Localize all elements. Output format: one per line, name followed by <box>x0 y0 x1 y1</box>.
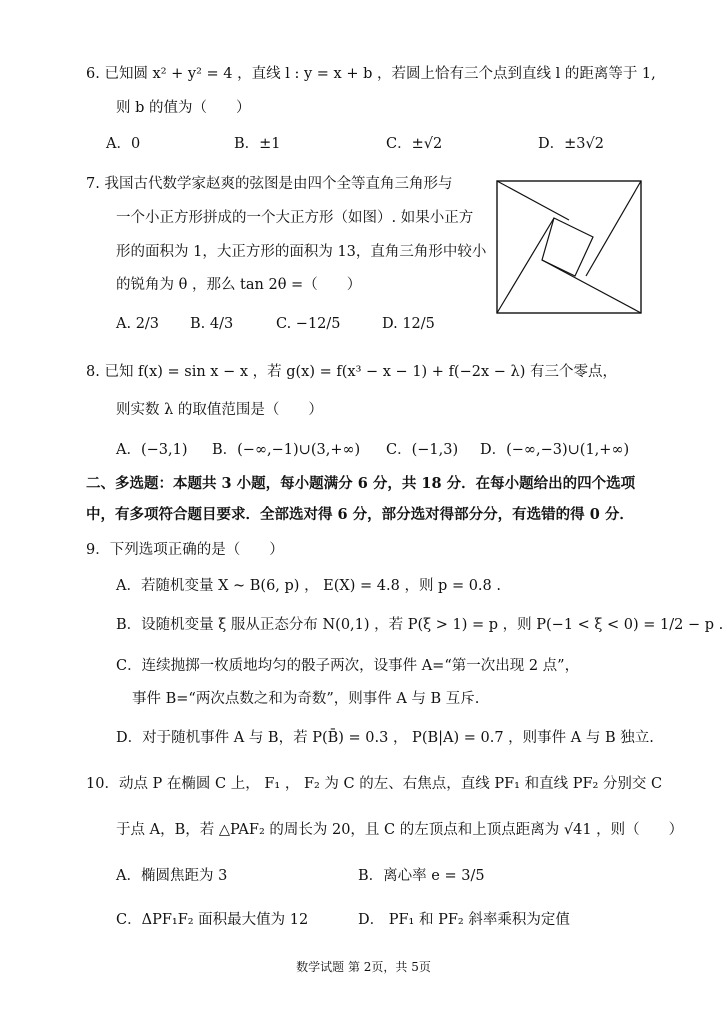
q9-option-b: B．设随机变量 ξ 服从正态分布 N(0,1) ，若 P(ξ > 1) = p ，则 P(−1 < ξ < 0) = 1/2 − p . <box>116 617 724 633</box>
q8-option-c: C．(−1,3) <box>386 442 459 458</box>
q7-option-d: D. 12/5 <box>382 316 435 332</box>
triangle-edge-2 <box>586 181 641 276</box>
q6-line2: 则 b 的值为（ ） <box>116 100 251 116</box>
q8-option-b: B．(−∞,−1)∪(3,+∞) <box>212 442 361 458</box>
q9-option-d: D．对于随机事件 A 与 B，若 P(B̄) = 0.3 ， P(B|A) = 0.7 ，则事件 A 与 B 独立. <box>116 730 654 746</box>
q8-option-d: D．(−∞,−3)∪(1,+∞) <box>480 442 630 458</box>
zhao-shuang-diagram <box>496 180 642 314</box>
q6-option-a: A．0 <box>106 136 141 152</box>
page-footer: 数学试题 第 2页，共 5页 <box>296 960 431 974</box>
q7-line3: 形的面积为 1，大正方形的面积为 13，直角三角形中较小 <box>116 244 487 260</box>
q9-option-c-line1: C．连续抛掷一枚质地均匀的骰子两次，设事件 A=“第一次出现 2 点”， <box>116 658 580 674</box>
q9-option-c-line2: 事件 B=“两次点数之和为奇数”，则事件 A 与 B 互斥. <box>132 691 480 707</box>
q8-line1: 8. 已知 f(x) = sin x − x ，若 g(x) = f(x³ − x − 1) + f(−2x − λ) 有三个零点， <box>86 364 617 380</box>
q7-line2: 一个小正方形拼成的一个大正方形（如图）. 如果小正方 <box>116 210 474 226</box>
q10-line2: 于点 A，B，若 △PAF₂ 的周长为 20，且 C 的左顶点和上顶点距离为 √41 ，则（ ） <box>116 822 684 838</box>
q7-option-a: A. 2/3 <box>116 316 160 332</box>
section2-heading-line1: 二、多选题：本题共 3 小题，每小题满分 6 分，共 18 分．在每小题给出的四个选项 <box>86 475 636 492</box>
q10-option-d: D． PF₁ 和 PF₂ 斜率乘积为定值 <box>358 912 570 928</box>
q6-option-b: B．±1 <box>234 136 281 152</box>
triangle-edge-3 <box>542 260 641 313</box>
q7-line1: 7. 我国古代数学家赵爽的弦图是由四个全等直角三角形与 <box>86 176 453 192</box>
section2-heading-line2: 中，有多项符合题目要求．全部选对得 6 分，部分选对得部分分，有选错的得 0 分． <box>86 506 634 523</box>
q10-option-a: A．椭圆焦距为 3 <box>116 868 228 884</box>
q6-line1: 6. 已知圆 x² + y² = 4 ，直线 l : y = x + b ，若圆上恰有三个点到直线 l 的距离等于 1, <box>86 66 656 82</box>
outer-square <box>497 181 641 313</box>
q6-option-c: C．±√2 <box>386 136 443 152</box>
q7-line4: 的锐角为 θ ，那么 tan 2θ =（ ） <box>116 277 362 293</box>
triangle-edge-4 <box>497 218 554 313</box>
q9-option-a: A．若随机变量 X ~ B(6, p) ， E(X) = 4.8 ，则 p = 0.8 . <box>116 578 501 594</box>
q6-option-d: D．±3√2 <box>538 136 604 152</box>
inner-square <box>542 218 593 276</box>
q10-option-c: C．ΔPF₁F₂ 面积最大值为 12 <box>116 912 309 928</box>
q9-stem: 9．下列选项正确的是（ ） <box>86 542 284 558</box>
q10-line1: 10．动点 P 在椭圆 C 上， F₁ ， F₂ 为 C 的左、右焦点，直线 PF₁ 和直线 PF₂ 分别交 C <box>86 776 663 792</box>
triangle-edge-1 <box>497 181 569 220</box>
q10-option-b: B．离心率 e = 3/5 <box>358 868 485 884</box>
q7-option-b: B. 4/3 <box>190 316 234 332</box>
q8-line2: 则实数 λ 的取值范围是（ ） <box>116 402 323 418</box>
q7-option-c: C. −12/5 <box>276 316 341 332</box>
q8-option-a: A．(−3,1) <box>116 442 188 458</box>
